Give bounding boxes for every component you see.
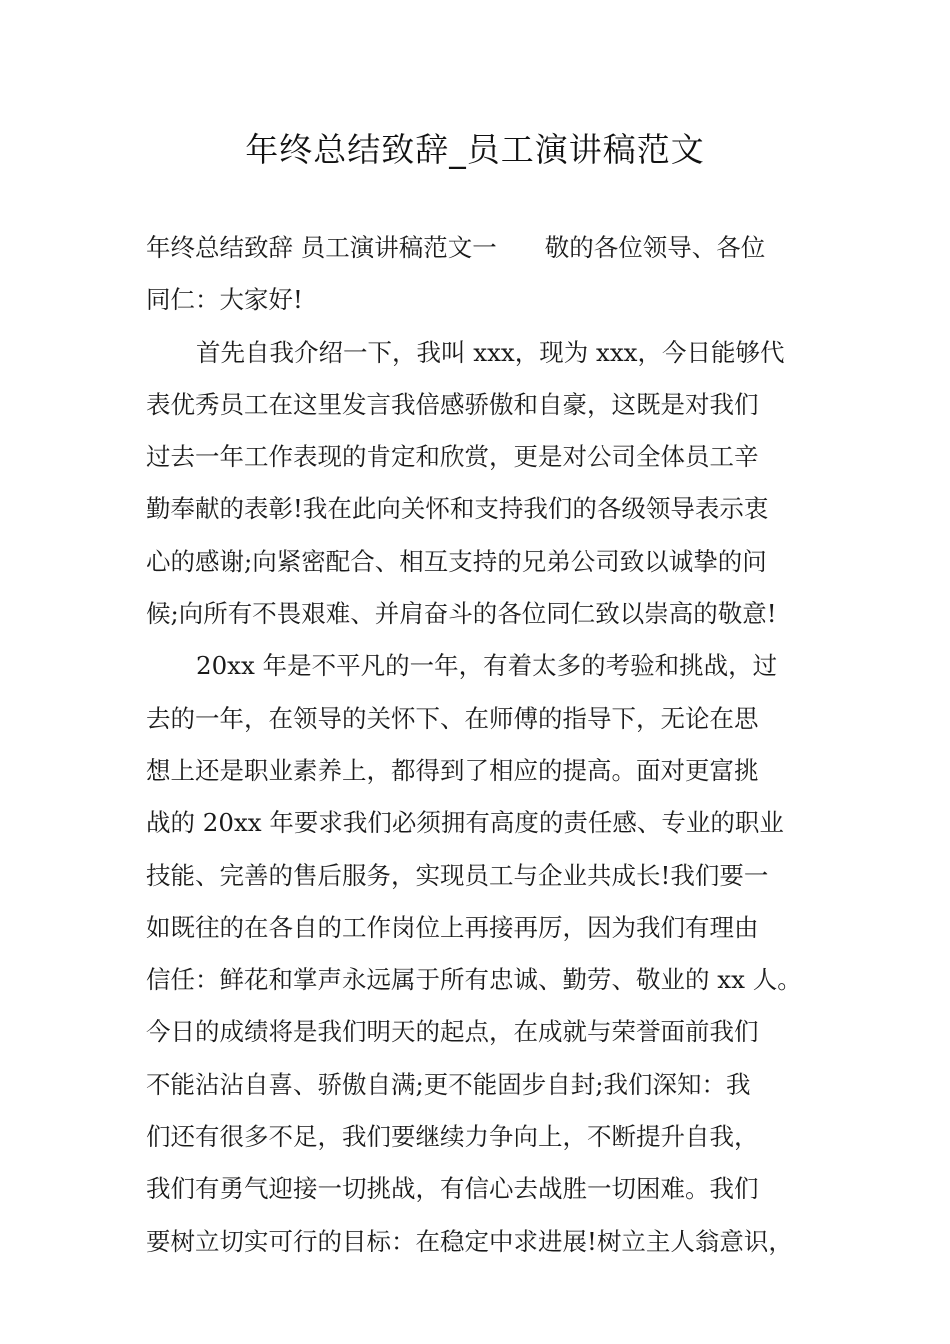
text-line: 今日的成绩将是我们明天的起点，在成就与荣誉面前我们	[146, 1017, 759, 1047]
text-line: 去的一年，在领导的关怀下、在师傅的指导下，无论在思	[146, 703, 759, 733]
text-line	[146, 222, 816, 274]
text-line: 过去一年工作表现的肯定和欣赏，更是对公司全体员工辛	[146, 442, 759, 472]
text-line: 们还有很多不足，我们要继续力争向上，不断提升自我，	[146, 1122, 759, 1152]
text-line: 信任：鲜花和掌声永远属于所有忠诚、勤劳、敬业的 xx 人。	[146, 965, 802, 995]
text-line: 想上还是职业素养上，都得到了相应的提高。面对更富挑	[146, 755, 759, 785]
text-line: 战的 20xx 年要求我们必须拥有高度的责任感、专业的职业	[146, 808, 784, 838]
text-line: 不能沾沾自喜、骄傲自满;更不能固步自封;我们深知：我	[146, 1069, 751, 1099]
paragraph-first-line: 首先自我介绍一下，我叫 xxx，现为 xxx，今日能够代	[196, 337, 785, 367]
text-line-part: 年终总结致辞 员工演讲稿范文一	[146, 233, 497, 262]
text-line: 我们有勇气迎接一切挑战，有信心去战胜一切困难。我们	[146, 1174, 759, 1204]
paragraph-first-line: 20xx 年是不平凡的一年，有着太多的考验和挑战，过	[196, 651, 778, 681]
text-line: 要树立切实可行的目标：在稳定中求进展!树立主人翁意识，	[146, 1226, 793, 1256]
text-line: 候;向所有不畏艰难、并肩奋斗的各位同仁致以崇高的敬意!	[146, 599, 777, 629]
document-body	[146, 222, 816, 1268]
text-line: 同仁：大家好!	[146, 285, 303, 315]
text-line: 表优秀员工在这里发言我倍感骄傲和自豪，这既是对我们	[146, 389, 759, 419]
text-line: 心的感谢;向紧密配合、相互支持的兄弟公司致以诚挚的问	[146, 546, 767, 576]
text-line: 勤奉献的表彰!我在此向关怀和支持我们的各级领导表示衷	[146, 494, 769, 524]
text-line-part: 敬的各位领导、各位	[544, 233, 766, 262]
text-line: 如既往的在各自的工作岗位上再接再厉，因为我们有理由	[146, 912, 759, 942]
text-line: 技能、完善的售后服务，实现员工与企业共成长!我们要一	[146, 860, 769, 890]
document-title: 年终总结致辞_员工演讲稿范文	[245, 130, 705, 169]
